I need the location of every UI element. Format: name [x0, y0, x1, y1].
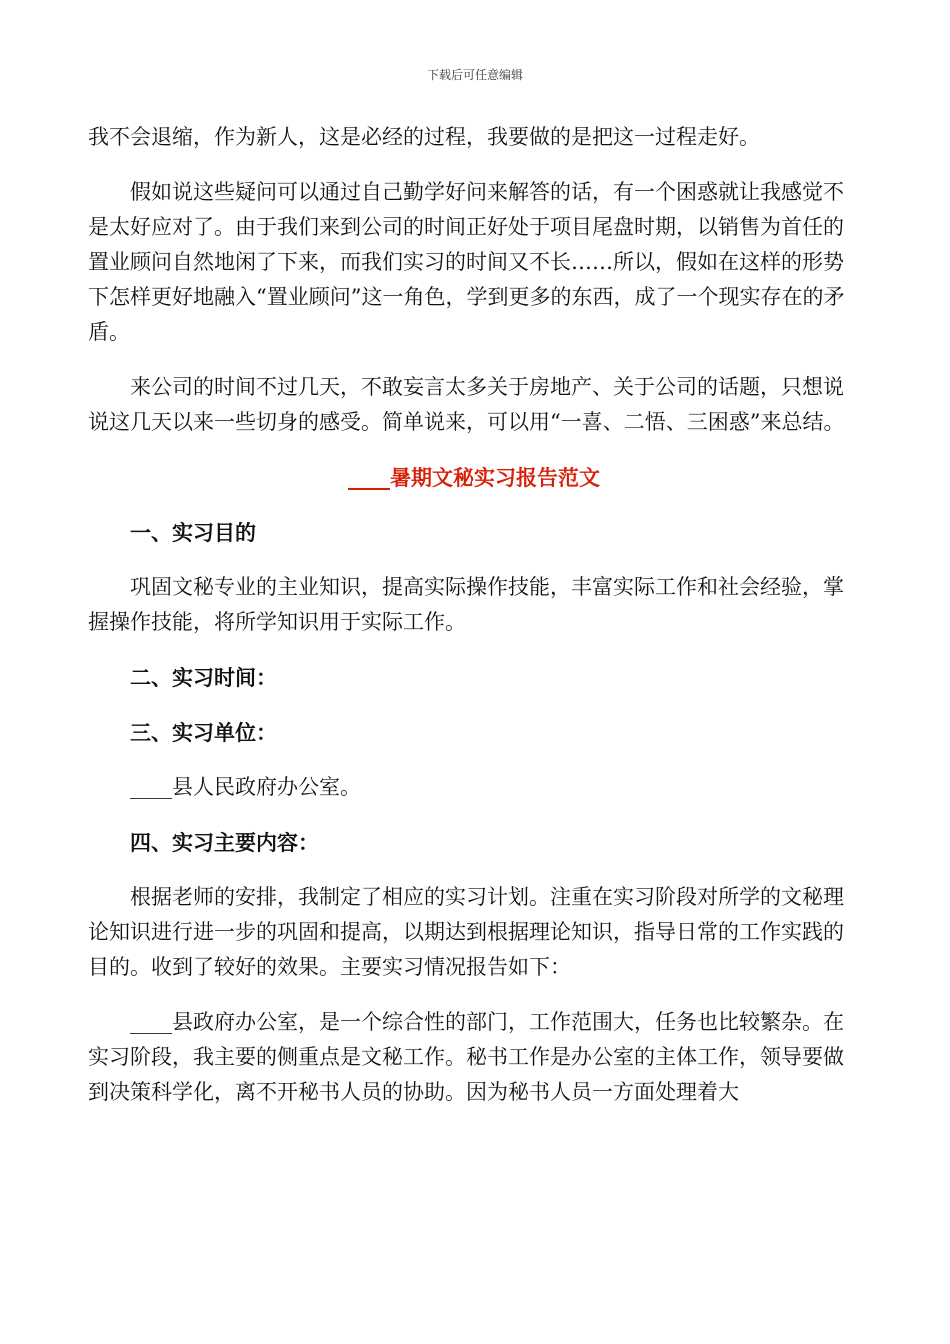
paragraph-unit: ____县人民政府办公室。	[130, 775, 361, 799]
heading-content: 四、实习主要内容：	[130, 830, 319, 855]
paragraph-3: 来公司的时间不过几天，不敢妄言太多关于房地产、关于公司的话题，只想说说这几天以来一些切身的感受。简单说来，可以用“一喜、二悟、三困惑”来总结。	[88, 375, 845, 434]
heading-purpose: 一、实习目的	[130, 520, 256, 545]
heading-time: 二、实习时间：	[130, 665, 277, 690]
paragraph-1: 我不会退缩，作为新人，这是必经的过程，我要做的是把这一过程走好。	[88, 125, 760, 149]
section-title: ____暑期文秘实习报告范文	[348, 465, 600, 490]
paragraph-purpose: 巩固文秘专业的主业知识，提高实际操作技能，丰富实际工作和社会经验，掌握操作技能，将所学知识用于实际工作。	[88, 575, 844, 634]
page-header-note: 下载后可任意编辑	[426, 68, 523, 82]
document-body	[88, 120, 860, 1130]
paragraph-content-1: 根据老师的安排，我制定了相应的实习计划。注重在实习阶段对所学的文秘理论知识进行进一步的巩固和提高，以期达到根据理论知识，指导日常的工作实践的目的。收到了较好的效果。主要实习情况报告如下：	[88, 885, 844, 979]
paragraph-content-2: ____县政府办公室，是一个综合性的部门，工作范围大，任务也比较繁杂。在实习阶段，我主要的侧重点是文秘工作。秘书工作是办公室的主体工作，领导要做到决策科学化，离不开秘书人员的协助。因为秘书人员一方面处理着大	[88, 1010, 844, 1104]
paragraph-2: 假如说这些疑问可以通过自己勤学好问来解答的话，有一个困惑就让我感觉不是太好应对了。由于我们来到公司的时间正好处于项目尾盘时期，以销售为首任的置业顾问自然地闲了下来，而我们实习的时间又不长……所以，假如在这样的形势下怎样更好地融入“置业顾问”这一角色，学到更多的东西，成了一个现实存在的矛盾。	[88, 180, 845, 344]
heading-unit: 三、实习单位：	[130, 720, 277, 745]
